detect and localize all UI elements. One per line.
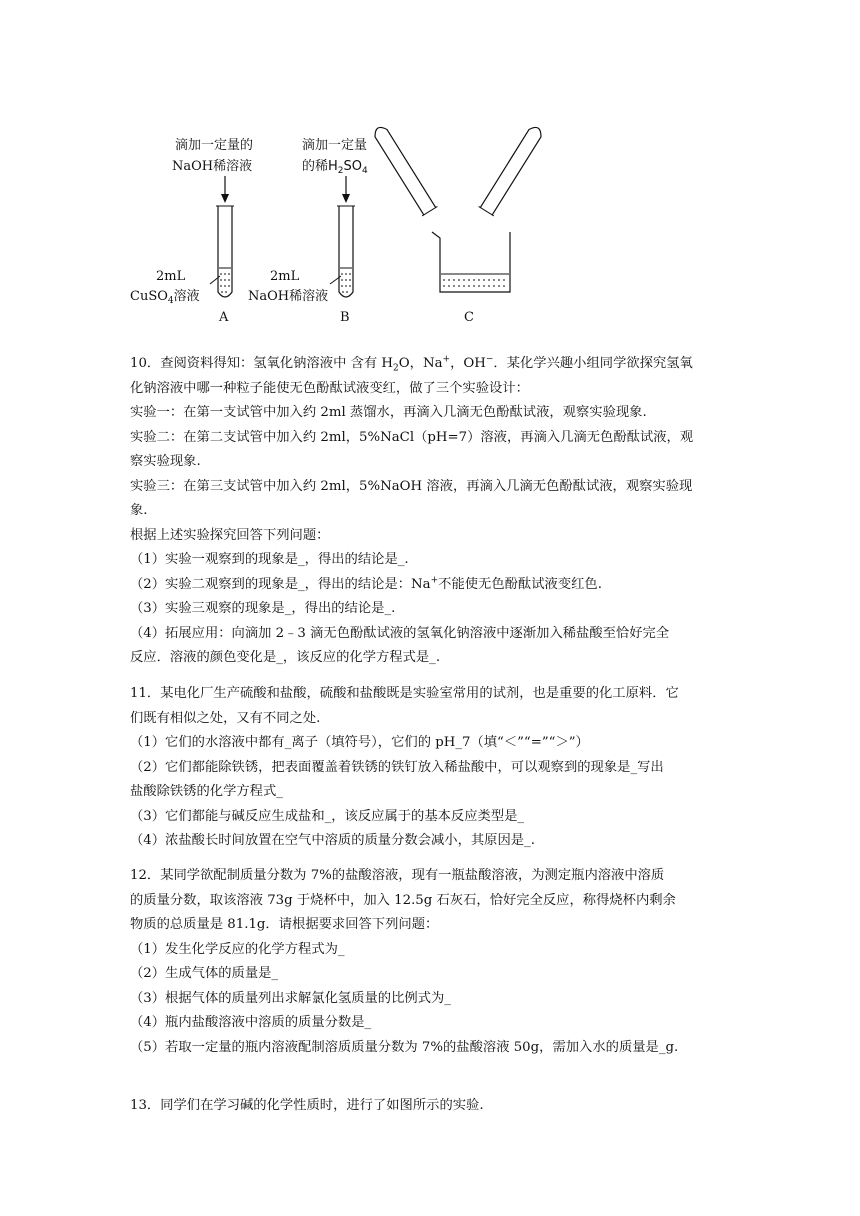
q12-sub-3: （3）根据气体的质量列出求解氯化氢质量的比例式为_ [130,990,451,1006]
tube-c-left [370,123,437,216]
tube-b-side-label-1: 2mL [270,269,300,284]
q11-sub-2: （2）它们都能除铁锈，把表面覆盖着铁锈的铁钉放入稀盐酸中，可以观察到的现象是_写出 [130,759,664,775]
q10-experiment-2-cont: 察实验现象. [130,454,201,469]
q11-sub-2-cont: 盐酸除铁锈的化学方程式_ [130,784,283,799]
q10-intro-line-2: 化钠溶液中哪一种粒子能使无色酚酞试液变红，做了三个实验设计： [130,380,529,396]
tube-b-letter: B [340,310,350,323]
q10-experiment-3-cont: 象. [130,503,148,518]
question-10 [130,352,742,671]
q10-experiment-2: 实验二：在第二支试管中加入约 2ml，5%NaCl（pH=7）溶液，再滴入几滴无色酚酞试液，观 [130,429,694,445]
beaker [432,232,510,292]
q10-prompt: 根据上述实验探究回答下列问题： [130,527,330,543]
tube-b-arrowhead [342,194,350,203]
question-12 [130,864,742,1060]
q11-sub-1: （1）它们的水溶液中都有_离子（填符号），它们的 pH_7（填“＜”“=”“＞”） [130,735,589,750]
question-13 [130,1094,742,1119]
q11-intro-line-2: 们既有相似之处，又有不同之处. [130,710,321,726]
tube-b-side-label-2: NaOH稀溶液 [248,289,329,304]
q11-sub-3: （3）它们都能与碱反应生成盐和_，该反应属于的基本反应类型是_ [130,808,525,824]
q10-sub-1: （1）实验一观察到的现象是_，得出的结论是_. [130,552,409,567]
tube-a-side-label-1: 2mL [156,269,186,284]
tube-a-side-label-2: CuSO$_4$溶液 [130,289,200,306]
q11-intro-line-1: 11．某电化厂生产硫酸和盐酸，硫酸和盐酸既是实验室常用的试剂，也是重要的化工原料．它 [130,686,679,701]
q10-sub-3: （3）实验三观察的现象是_，得出的结论是_. [130,601,396,616]
q12-sub-4: （4）瓶内盐酸溶液中溶质的质量分数是_ [130,1015,372,1030]
q12-sub-1: （1）发生化学反应的化学方程式为_ [130,941,345,957]
beaker-letter: C [464,310,474,323]
q10-experiment-1: 实验一：在第一支试管中加入约 2ml 蒸馏水，再滴入几滴无色酚酞试液，观察实验现象. [130,405,647,420]
tube-b [339,206,353,297]
tube-a-letter: A [219,310,229,323]
q13-intro: 13．同学们在学习碱的化学性质时，进行了如图所示的实验. [130,1098,484,1113]
q10-intro-line-1: 10．查阅资料得知：氢氧化钠溶液中 含有 $H_2O$，Na+，OH−．某化学兴趣小组同学欲探究氢氧 [130,354,693,374]
q10-sub-4: （4）拓展应用：向滴加 2﹣3 滴无色酚酞试液的氢氧化钠溶液中逐渐加入稀盐酸至恰好完全 [130,625,670,641]
q12-sub-2: （2）生成气体的质量是_ [130,966,279,981]
q12-intro-line-2: 的质量分数，取该溶液 73g 于烧杯中，加入 12.5g 石灰石，恰好完全反应，称得烧杯内剩余 [130,892,676,908]
q12-sub-5: （5）若取一定量的瓶内溶液配制溶质质量分数为 7%的盐酸溶液 50g，需加入水的质量是_g. [130,1039,679,1055]
tube-b-top-label-2: 的稀$H_2SO_4$ [302,159,368,176]
q12-intro-line-3: 物质的总质量是 81.1g．请根据要求回答下列问题： [130,917,439,932]
q10-sub-2: （2）实验二观察到的现象是_，得出的结论是：Na+不能使无色酚酞试液变红色. [130,575,602,592]
experiment-figure [130,108,550,323]
tube-a-arrowhead [221,194,229,203]
question-11 [130,682,742,854]
tube-b-top-label-1: 滴加一定量 [302,138,368,153]
q12-intro-line-1: 12．某同学欲配制质量分数为 7%的盐酸溶液，现有一瓶盐酸溶液，为测定瓶内溶液中溶质 [130,868,665,883]
beaker-liquid-dots [443,280,508,286]
q10-sub-4-cont: 反应．溶液的颜色变化是_，该反应的化学方程式是_. [130,650,441,665]
q10-experiment-3: 实验三：在第三支试管中加入约 2ml，5%NaOH 溶液，再滴入几滴无色酚酞试液，观察实验现 [130,478,693,494]
tube-a-top-label-1: 滴加一定量的 [175,138,254,153]
q11-sub-4: （4）浓盐酸长时间放置在空气中溶质的质量分数会减小，其原因是_. [130,833,535,848]
tube-b-liquid-dots [341,274,351,292]
tube-c-right [479,123,546,216]
tube-a-top-label-2: NaOH稀溶液 [172,159,253,174]
